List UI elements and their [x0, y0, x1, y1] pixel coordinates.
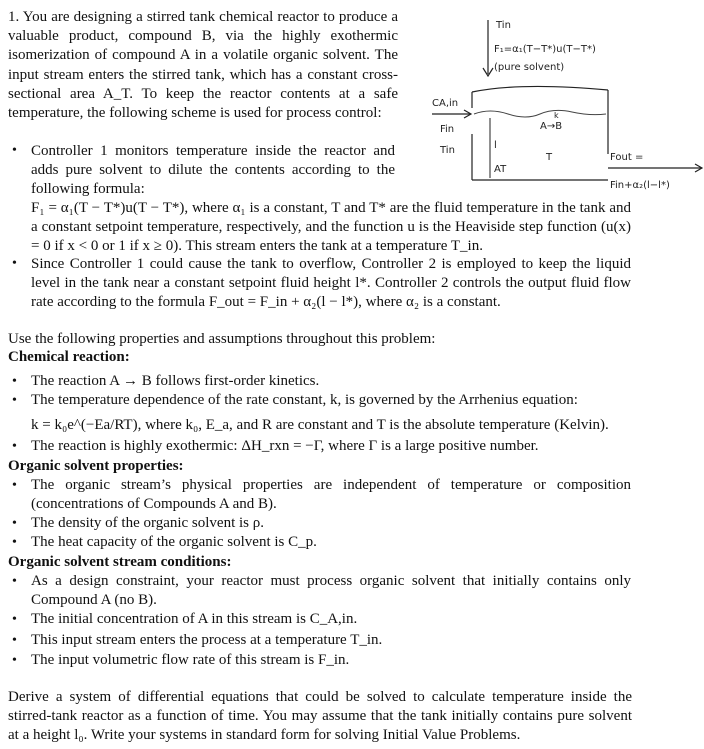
- rate-k-label: k: [554, 111, 559, 120]
- solvent-item: The organic stream’s physical properties are independent of temperature or composition (concentrations of Compounds A and B).: [31, 477, 631, 513]
- bullet-dot: •: [12, 478, 17, 493]
- liquid-surface: [474, 110, 606, 117]
- temp-t-label: T: [546, 152, 553, 163]
- controller1-text: Controller 1 monitors temperature inside the reactor and adds pure solvent to dilute the contents according to the following formula:: [31, 143, 395, 198]
- stream-item: This input stream enters the process at a temperature T_in.: [31, 632, 383, 648]
- bullet-dot: •: [12, 439, 17, 454]
- controller2-text: Since Controller 1 could cause the tank to overflow, Controller 2 is employed to keep the liquid level in the tank near a constant setpoint fluid height l*. Controller 2 controls the output fluid flow rate according to the formula F_out = F_in + α₂(l − l*), where α₂ is a constant.: [31, 256, 631, 311]
- tank-lid: [472, 86, 608, 92]
- bullet-dot: •: [12, 374, 17, 389]
- problem-intro: 1. You are designing a stirred tank chemical reactor to produce a valuable product, compound B, via the highly exothermic isomerization of compound A in a volatile organic solvent. The input stream enters the stirred tank, which has a constant cross-sectional area A_T. To keep the reactor contents at a safe temperature, the following scheme is used for process control:: [8, 9, 398, 122]
- bullet-dot: •: [12, 633, 17, 648]
- level-l-label: l: [494, 140, 497, 151]
- stream-item: The input volumetric flow rate of this stream is F_in.: [31, 652, 350, 668]
- inlet-tin-label: Tin: [440, 145, 455, 156]
- stream-item: As a design constraint, your reactor must process organic solvent that initially contains only Compound A (no B).: [31, 573, 631, 609]
- area-at-label: AT: [494, 164, 507, 175]
- bullet-dot: •: [12, 143, 17, 158]
- bullet-dot: •: [12, 612, 17, 627]
- top-tin-label: Tin: [496, 20, 511, 31]
- controller1-formula: F₁ = α₁(T − T*)u(T − T*), where α₁ is a constant, T and T* are the fluid temperature in the tank and a constant setpoint temperature, respectively, and the function u is the Heaviside step function (u(x) = 0 if x < 0 or 1 if x ≥ 0). This stream enters the tank at a temperature T_in.: [31, 200, 631, 255]
- stream-heading: Organic solvent stream conditions:: [8, 554, 232, 570]
- bullet-dot: •: [12, 256, 17, 271]
- bullet-dot: •: [12, 516, 17, 531]
- chem-heading: Chemical reaction:: [8, 349, 130, 365]
- chem-item: k = k₀e^(−Ea/RT), where k₀, E_a, and R are constant and T is the absolute temperature (Kelvin).: [31, 417, 609, 433]
- top-pure-label: (pure solvent): [494, 62, 565, 73]
- chem-item: The reaction A → B follows first-order kinetics.: [31, 373, 320, 389]
- fout-label: Fout =: [610, 152, 644, 163]
- reactor-diagram: [430, 2, 704, 212]
- inlet-ca-label: CA,in: [432, 98, 459, 109]
- closing-paragraph: Derive a system of differential equations that could be solved to calculate temperature inside the stirred-tank reactor as a function of time. You may assume that the tank initially contains pure solvent at a height l₀. Write your systems in standard form for solving Initial Value Problems.: [8, 689, 632, 744]
- solvent-item: The density of the organic solvent is ρ.: [31, 515, 264, 531]
- bullet-dot: •: [12, 393, 17, 408]
- solvent-item: The heat capacity of the organic solvent is C_p.: [31, 534, 317, 550]
- bullet-dot: •: [12, 574, 17, 589]
- top-f1-label: F₁=α₁(T−T*)u(T−T*): [494, 44, 596, 55]
- inlet-fin-label: Fin: [440, 124, 455, 135]
- rxn-label: A→B: [540, 121, 563, 132]
- use-following: Use the following properties and assumptions throughout this problem:: [8, 331, 436, 347]
- chem-item: The reaction is highly exothermic: ΔH_rxn = −Γ, where Γ is a large positive number.: [31, 438, 539, 454]
- chem-item: The temperature dependence of the rate constant, k, is governed by the Arrhenius equation:: [31, 392, 578, 408]
- fout-expr-label: Fin+α₂(l−l*): [610, 180, 670, 191]
- bullet-dot: •: [12, 535, 17, 550]
- stream-item: The initial concentration of A in this stream is C_A,in.: [31, 611, 358, 627]
- bullet-dot: •: [12, 653, 17, 668]
- solvent-heading: Organic solvent properties:: [8, 458, 184, 474]
